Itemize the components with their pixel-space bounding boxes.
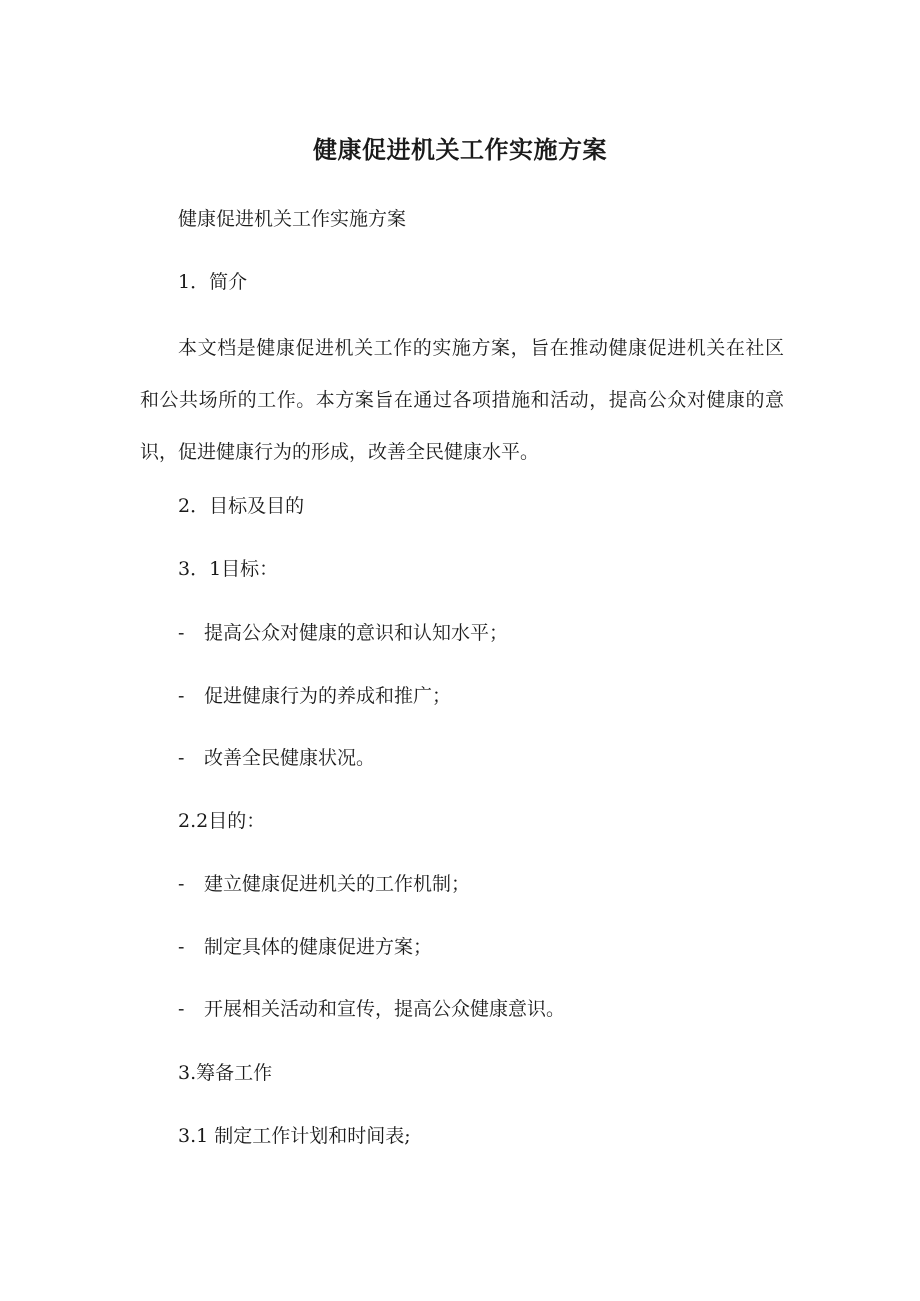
list-item-text: 促进健康行为的养成和推广； <box>204 685 452 707</box>
purposes-heading: 2.2目的： <box>178 810 266 832</box>
bullet-marker: - <box>178 622 185 644</box>
list-item-text: 改善全民健康状况。 <box>204 747 376 769</box>
list-item <box>178 994 565 1024</box>
document-subtitle: 健康促进机关工作实施方案 <box>178 208 407 230</box>
list-item-text: 制定具体的健康促进方案； <box>204 936 433 958</box>
bullet-marker: - <box>178 747 185 769</box>
list-item <box>178 618 508 648</box>
list-item-text: 开展相关活动和宣传，提高公众健康意识。 <box>204 998 566 1020</box>
bullet-marker: - <box>178 936 185 958</box>
bullet-marker: - <box>178 998 185 1020</box>
list-item-text: 提高公众对健康的意识和认知水平； <box>204 622 509 644</box>
section-1-paragraph: 本文档是健康促进机关工作的实施方案，旨在推动健康促进机关在社区和公共场所的工作。本方案旨在通过各项措施和活动，提高公众对健康的意识，促进健康行为的形成，改善全民健康水平。 <box>140 337 784 463</box>
list-item <box>178 743 375 773</box>
section-2-heading: 2．目标及目的 <box>178 495 305 517</box>
section-1-heading: 1．简介 <box>178 271 248 293</box>
list-item <box>178 681 451 711</box>
bullet-marker: - <box>178 685 185 707</box>
section-3-heading: 3.筹备工作 <box>178 1062 273 1084</box>
bullet-marker: - <box>178 873 185 895</box>
list-item <box>178 869 470 899</box>
goals-heading: 3．1目标： <box>178 558 279 580</box>
section-3-item: 3.1 制定工作计划和时间表; <box>178 1125 411 1147</box>
document-title: 健康促进机关工作实施方案 <box>313 136 607 164</box>
list-item-text: 建立健康促进机关的工作机制； <box>204 873 471 895</box>
list-item <box>178 932 432 962</box>
